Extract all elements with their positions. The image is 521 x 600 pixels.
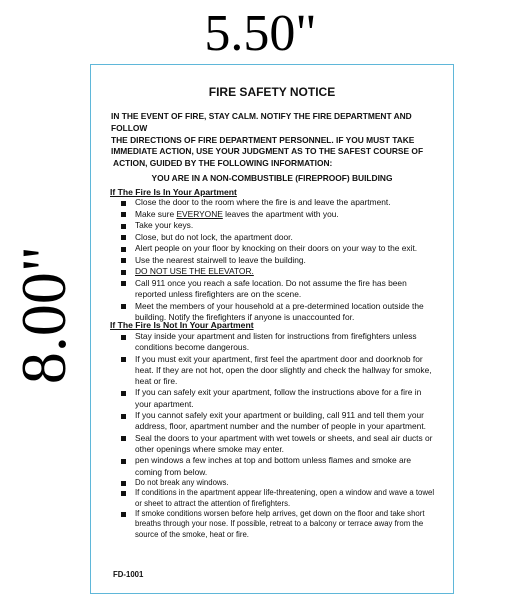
list-item bbox=[91, 209, 455, 221]
list-item: Alert people on your floor by knocking on their doors on your way to the exit. bbox=[91, 243, 455, 255]
list-item: Stay inside your apartment and listen for instructions from firefighters unless conditions become dangerous. bbox=[91, 331, 455, 354]
form-code: FD-1001 bbox=[113, 570, 144, 579]
list-item-text: Make sure bbox=[135, 208, 177, 219]
dimension-height-label: 8.00" bbox=[8, 245, 79, 385]
intro-line: ACTION, GUIDED BY THE FOLLOWING INFORMATION: bbox=[111, 158, 333, 169]
intro-line: IMMEDIATE ACTION, USE YOUR JUDGMENT AS TO THE SAFEST COURSE OF bbox=[111, 146, 424, 157]
list-item: If you cannot safely exit your apartment or building, call 911 and tell them your address, floor, apartment number and the number of people in your apartment. bbox=[91, 410, 455, 433]
intro-paragraph bbox=[111, 111, 441, 170]
list-item bbox=[91, 266, 455, 278]
list-item: If smoke conditions worsen before help arrives, get down on the floor and take short breaths through your nose. If possible, retreat to a balcony or terrace away from the source of the smoke, heat or fire. bbox=[91, 509, 455, 540]
notice-title: FIRE SAFETY NOTICE bbox=[208, 85, 336, 99]
list-item: pen windows a few inches at top and bottom unless flames and smoke are coming from below. bbox=[91, 455, 455, 478]
emphasis-everyone: EVERYONE bbox=[176, 208, 223, 219]
list-item: If you can safely exit your apartment, follow the instructions above for a fire in your apartment. bbox=[91, 387, 455, 410]
emphasis-no-elevator: DO NOT USE THE ELEVATOR. bbox=[135, 266, 254, 276]
list-item-text: leaves the apartment with you. bbox=[222, 208, 339, 219]
list-item: Meet the members of your household at a pre-determined location outside the building. Notify the firefighters if anyone is unaccounted for. bbox=[91, 301, 455, 324]
dimension-width-label: 5.50" bbox=[204, 5, 317, 62]
fire-in-apartment-list bbox=[91, 197, 455, 324]
list-item: If conditions in the apartment appear life-threatening, open a window and wave a towel or sheet to attract the attention of firefighters. bbox=[91, 488, 455, 509]
list-item: Close the door to the room where the fire is and leave the apartment. bbox=[91, 197, 455, 209]
section-heading-fire-not-in-apartment: If The Fire Is Not In Your Apartment bbox=[110, 320, 254, 330]
list-item: Take your keys. bbox=[91, 220, 455, 232]
list-item: Use the nearest stairwell to leave the building. bbox=[91, 255, 455, 267]
building-type: YOU ARE IN A NON-COMBUSTIBLE (FIREPROOF) BUILDING bbox=[151, 173, 393, 183]
intro-line: IN THE EVENT OF FIRE, STAY CALM. NOTIFY THE FIRE DEPARTMENT AND FOLLOW bbox=[111, 111, 412, 133]
list-item: If you must exit your apartment, first feel the apartment door and doorknob for heat. If they are not hot, open the door slightly and check the hallway for smoke, heat or fire. bbox=[91, 354, 455, 388]
fire-safety-notice-sign bbox=[90, 64, 454, 594]
intro-line: THE DIRECTIONS OF FIRE DEPARTMENT PERSONNEL. IF YOU MUST TAKE bbox=[111, 134, 415, 145]
list-item: Close, but do not lock, the apartment door. bbox=[91, 232, 455, 244]
fire-not-in-apartment-list bbox=[91, 331, 455, 540]
section-heading-fire-in-apartment: If The Fire Is In Your Apartment bbox=[110, 187, 237, 197]
list-item: Seal the doors to your apartment with wet towels or sheets, and seal air ducts or other openings where smoke may enter. bbox=[91, 433, 455, 456]
list-item: Call 911 once you reach a safe location. Do not assume the fire has been reported unless firefighters are on the scene. bbox=[91, 278, 455, 301]
list-item: Do not break any windows. bbox=[91, 478, 455, 488]
